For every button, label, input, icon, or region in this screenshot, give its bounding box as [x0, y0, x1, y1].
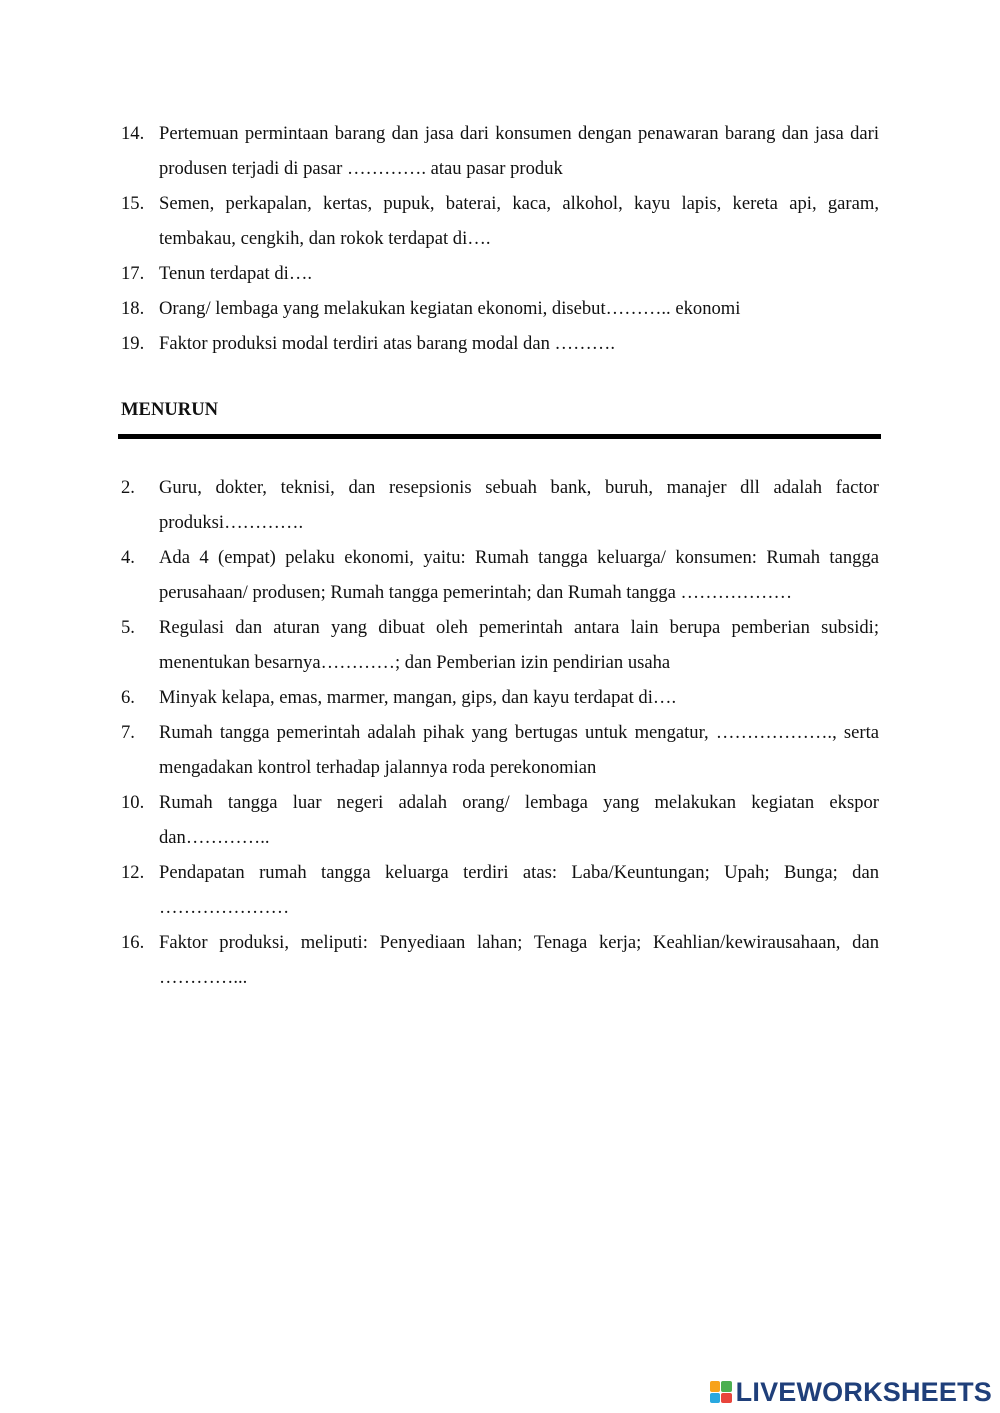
logo-tile: [710, 1393, 721, 1404]
item-text: Rumah tangga luar negeri adalah orang/ lembaga yang melakukan kegiatan ekspor dan…………..: [159, 792, 879, 848]
logo-tile: [721, 1381, 732, 1392]
item-number: 5.: [121, 617, 135, 638]
item-number: 17.: [121, 263, 145, 284]
item-text: Orang/ lembaga yang melakukan kegiatan ekonomi, disebut……….. ekonomi: [159, 298, 741, 319]
list-item: [121, 540, 879, 610]
logo-tile: [721, 1393, 732, 1404]
item-text: Guru, dokter, teknisi, dan resepsionis sebuah bank, buruh, manajer dll adalah factor produksi………….: [159, 477, 879, 533]
item-text: Tenun terdapat di….: [159, 263, 313, 284]
item-text: Ada 4 (empat) pelaku ekonomi, yaitu: Rumah tangga keluarga/ konsumen: Rumah tangga perusahaan/ produsen; Rumah tangga pemerintah; dan Rumah tangga ………………: [159, 547, 879, 603]
list-item: [121, 470, 879, 540]
item-text: Semen, perkapalan, kertas, pupuk, baterai, kaca, alkohol, kayu lapis, kereta api, garam, tembakau, cengkih, dan rokok terdapat di….: [159, 193, 879, 249]
item-text: Rumah tangga pemerintah adalah pihak yang bertugas untuk mengatur, ………………., serta mengadakan kontrol terhadap jalannya roda perekonomian: [159, 722, 879, 778]
item-text: Minyak kelapa, emas, marmer, mangan, gips, dan kayu terdapat di….: [159, 687, 677, 708]
list-item: [121, 785, 879, 855]
item-number: 16.: [121, 932, 145, 953]
list-item: [121, 855, 879, 925]
item-number: 12.: [121, 862, 145, 883]
section-divider: [118, 434, 881, 439]
item-number: 14.: [121, 123, 145, 144]
item-number: 19.: [121, 333, 145, 354]
item-text: Pertemuan permintaan barang dan jasa dari konsumen dengan penawaran barang dan jasa dari produsen terjadi di pasar …………. atau pasar produk: [159, 123, 879, 179]
mendatar-list: [121, 116, 879, 361]
item-number: 2.: [121, 477, 135, 498]
liveworksheets-brand[interactable]: [710, 1376, 992, 1408]
list-item: [121, 715, 879, 785]
liveworksheets-logo-icon: [710, 1381, 732, 1403]
list-item: [121, 925, 879, 995]
menurun-heading: MENURUN: [121, 399, 219, 420]
list-item: [121, 610, 879, 680]
item-number: 15.: [121, 193, 145, 214]
item-number: 4.: [121, 547, 135, 568]
item-number: 18.: [121, 298, 145, 319]
item-text: Faktor produksi, meliputi: Penyediaan lahan; Tenaga kerja; Keahlian/kewirausahaan, dan …………...: [159, 932, 879, 988]
item-number: 10.: [121, 792, 145, 813]
list-item: [121, 186, 879, 256]
item-number: 7.: [121, 722, 135, 743]
item-text: Pendapatan rumah tangga keluarga terdiri atas: Laba/Keuntungan; Upah; Bunga; dan …………………: [159, 862, 879, 918]
item-text: Regulasi dan aturan yang dibuat oleh pemerintah antara lain berupa pemberian subsidi; menentukan besarnya…………; dan Pemberian izin pendirian usaha: [159, 617, 879, 673]
item-text: Faktor produksi modal terdiri atas barang modal dan ……….: [159, 333, 615, 354]
logo-tile: [710, 1381, 721, 1392]
list-item: [121, 326, 879, 361]
list-item: [121, 291, 879, 326]
list-item: [121, 116, 879, 186]
item-number: 6.: [121, 687, 135, 708]
list-item: [121, 680, 879, 715]
menurun-list: [121, 470, 879, 995]
list-item: [121, 256, 879, 291]
brand-name: LIVEWORKSHEETS: [735, 1377, 992, 1407]
